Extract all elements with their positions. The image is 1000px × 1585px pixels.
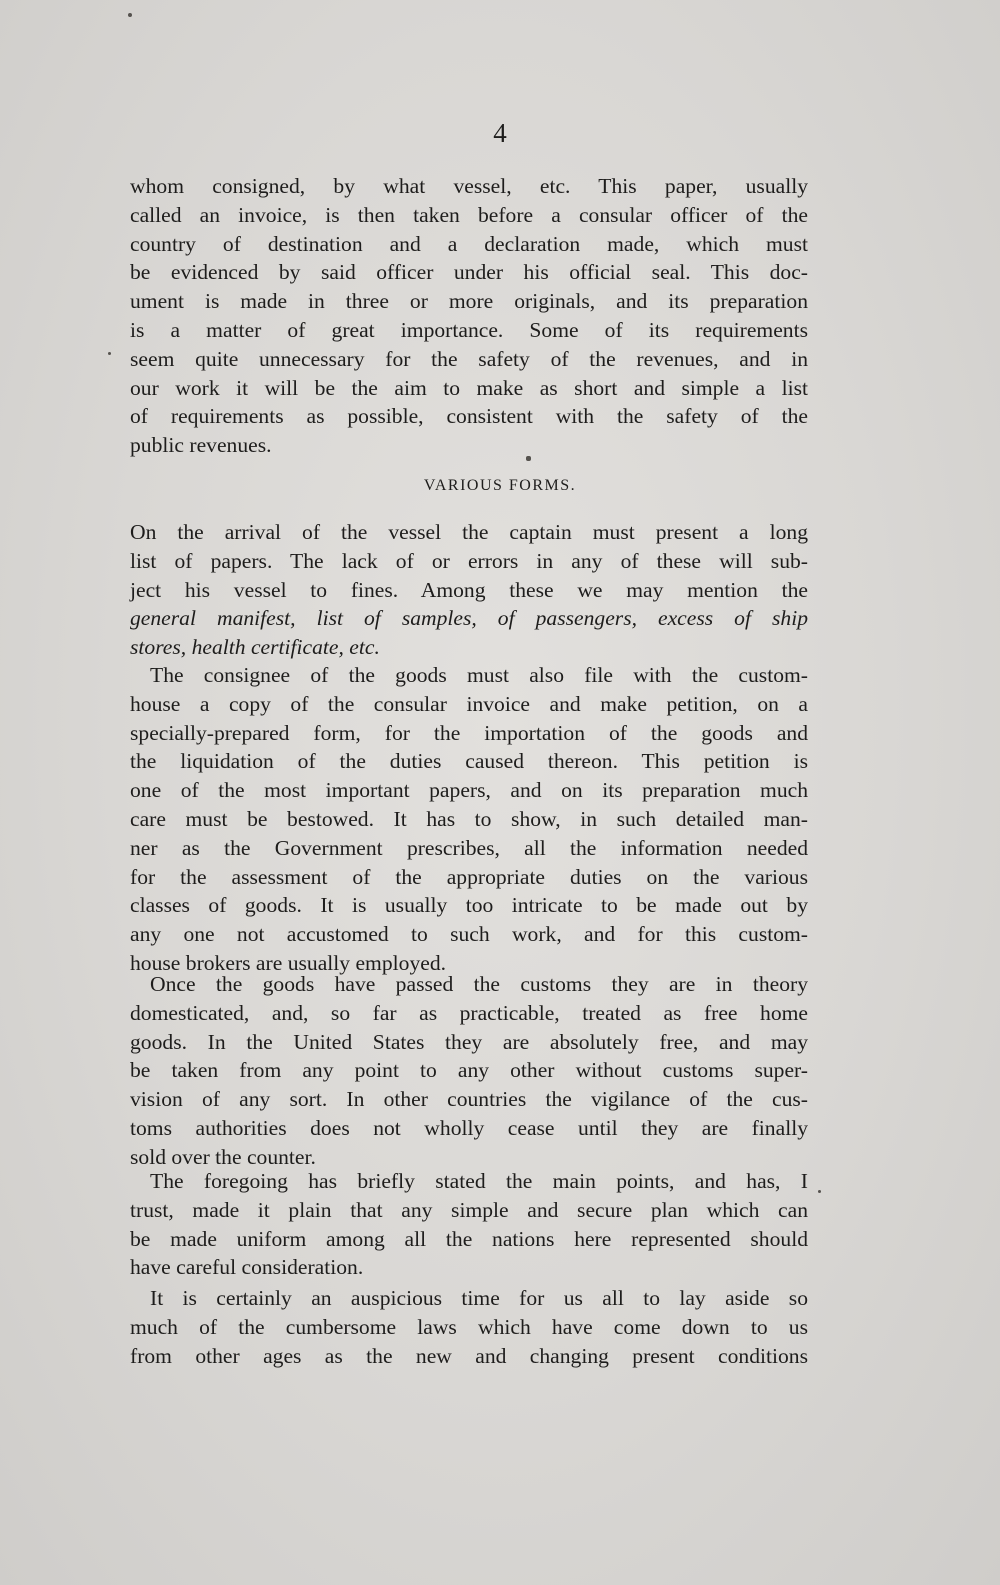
text-line: ument is made in three or more originals, and its preparation xyxy=(130,289,808,314)
text-line-italic xyxy=(130,633,808,662)
text-line: from other ages as the new and changing present conditions xyxy=(130,1343,808,1368)
text-line: whom consigned, by what vessel, etc. This paper, usually xyxy=(130,174,808,198)
italic-text: general manifest, list of samples, of passengers, excess of ship xyxy=(130,606,808,631)
text-line: trust, made it plain that any simple and secure plan which can xyxy=(130,1197,808,1222)
text-line: any one not accustomed to such work, and for this custom- xyxy=(130,922,808,947)
text-line-italic xyxy=(130,604,808,633)
paper-speck xyxy=(128,13,132,17)
text-line: specially-prepared form, for the importation of the goods and xyxy=(130,720,808,745)
text-line: vision of any sort. In other countries the vigilance of the cus- xyxy=(130,1087,808,1112)
text-line: list of papers. The lack of or errors in any of these will sub- xyxy=(130,548,808,573)
paragraph-arrival-papers xyxy=(130,518,808,662)
text-line: sold over the counter. xyxy=(130,1144,316,1169)
text-line: Once the goods have passed the customs they are in theory xyxy=(150,972,808,996)
section-heading: VARIOUS FORMS. xyxy=(423,477,577,494)
text-line: have careful consideration. xyxy=(130,1255,364,1280)
text-line: The foregoing has briefly stated the main points, and has, I xyxy=(150,1169,808,1193)
paragraph-3 xyxy=(130,661,808,978)
text-line: public revenues. xyxy=(130,433,272,458)
text-line: called an invoice, is then taken before a consular officer of the xyxy=(130,202,808,227)
text-line: one of the most important papers, and on its preparation much xyxy=(130,778,808,803)
paragraph-4 xyxy=(130,970,808,1172)
text-line: be made uniform among all the nations here represented should xyxy=(130,1226,808,1251)
text-line: classes of goods. It is usually too intricate to be made out by xyxy=(130,893,808,918)
text-line: The consignee of the goods must also file with the custom- xyxy=(150,663,808,687)
paragraph-consular-invoice xyxy=(130,172,808,460)
text-line: is a matter of great importance. Some of its requirements xyxy=(130,317,808,342)
text-line: ner as the Government prescribes, all the information needed xyxy=(130,835,808,860)
paragraph-2 xyxy=(130,518,808,662)
text-line: our work it will be the aim to make as short and simple a list xyxy=(130,375,808,400)
text-line: much of the cumbersome laws which have come down to us xyxy=(130,1314,808,1339)
text-line: house brokers are usually employed. xyxy=(130,950,447,975)
text-line: for the assessment of the appropriate duties on the various xyxy=(130,864,808,889)
text-line: house a copy of the consular invoice and make petition, on a xyxy=(130,691,808,716)
text-line: On the arrival of the vessel the captain must present a long xyxy=(130,520,808,544)
text-line: care must be bestowed. It has to show, in such detailed man- xyxy=(130,806,808,831)
text-line: goods. In the United States they are absolutely free, and may xyxy=(130,1029,808,1054)
paragraph-customs-passed xyxy=(130,970,808,1172)
text-line: ject his vessel to fines. Among these we may mention the xyxy=(130,577,808,602)
paper-speck xyxy=(526,456,531,461)
page-number: 4 xyxy=(493,118,507,148)
paper-speck xyxy=(818,1190,821,1193)
text-line: of requirements as possible, consistent with the safety of the xyxy=(130,404,808,429)
paragraph-auspicious-time xyxy=(130,1284,808,1370)
paragraph-6 xyxy=(130,1284,808,1370)
italic-text: stores, health certificate, etc. xyxy=(130,635,380,660)
text-line: country of destination and a declaration made, which must xyxy=(130,231,808,256)
paragraph-foregoing xyxy=(130,1167,808,1282)
paragraph-5 xyxy=(130,1167,808,1282)
text-line: seem quite unnecessary for the safety of the revenues, and in xyxy=(130,346,808,371)
text-line: be taken from any point to any other without customs super- xyxy=(130,1058,808,1083)
text-line: the liquidation of the duties caused thereon. This petition is xyxy=(130,749,808,774)
text-line: toms authorities does not wholly cease until they are finally xyxy=(130,1115,808,1140)
text-line: It is certainly an auspicious time for us all to lay aside so xyxy=(150,1286,808,1310)
paper-speck xyxy=(108,352,111,355)
text-line: domesticated, and, so far as practicable, treated as free home xyxy=(130,1000,808,1025)
text-line: be evidenced by said officer under his official seal. This doc- xyxy=(130,260,808,285)
paragraph-consignee-petition xyxy=(130,661,808,978)
paragraph-1 xyxy=(130,172,808,460)
